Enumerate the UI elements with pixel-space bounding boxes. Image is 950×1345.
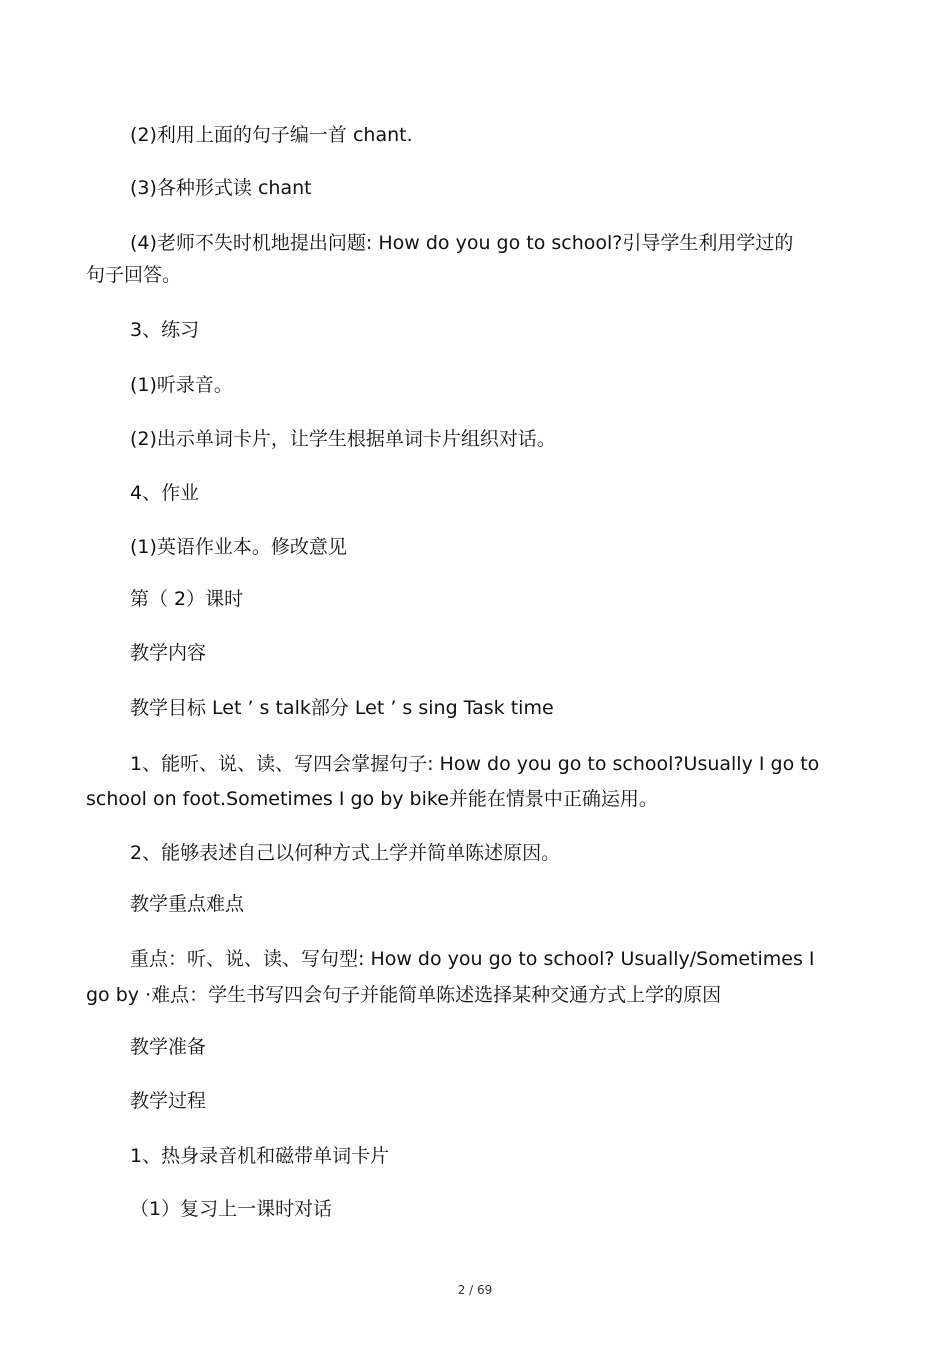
heading-teaching-process: 教学过程 xyxy=(130,1090,207,1112)
heading-key-points: 教学重点难点 xyxy=(130,893,245,915)
heading-preparation: 教学准备 xyxy=(130,1036,207,1058)
paragraph-teaching-goals: 教学目标 Let ’ s talk部分 Let ’ s sing Task time xyxy=(130,697,554,719)
paragraph-read-chant: (3)各种形式读 chant xyxy=(130,177,312,199)
paragraph-listen-recording: (1)听录音。 xyxy=(130,374,233,396)
paragraph-goal-1-cont: school on foot.Sometimes I go by bike并能在情景中正确运用。 xyxy=(86,788,658,810)
paragraph-key-points-cont: go by ·难点：学生书写四会句子并能简单陈述选择某种交通方式上学的原因 xyxy=(86,984,722,1006)
heading-lesson-2: 第（ 2）课时 xyxy=(130,588,244,610)
paragraph-warm-up: 1、热身录音机和磁带单词卡片 xyxy=(130,1145,390,1167)
heading-homework: 4、作业 xyxy=(130,482,200,504)
paragraph-goal-2: 2、能够表述自己以何种方式上学并简单陈述原因。 xyxy=(130,842,561,864)
paragraph-workbook: (1)英语作业本。修改意见 xyxy=(130,536,347,558)
heading-practice: 3、练习 xyxy=(130,319,200,341)
paragraph-make-chant: (2)利用上面的句子编一首 chant. xyxy=(130,124,413,146)
paragraph-goal-1: 1、能听、说、读、写四会掌握句子: How do you go to school?Usually I go to xyxy=(130,753,820,775)
paragraph-teacher-question: (4)老师不失时机地提出问题: How do you go to school?引导学生利用学过的 xyxy=(130,232,794,254)
paragraph-word-cards: (2)出示单词卡片，让学生根据单词卡片组织对话。 xyxy=(130,428,556,450)
paragraph-teacher-question-cont: 句子回答。 xyxy=(86,264,182,286)
page-number: 2 / 69 xyxy=(457,1283,493,1297)
paragraph-key-points: 重点：听、说、读、写句型: How do you go to school? Usually/Sometimes I xyxy=(130,948,815,970)
heading-teaching-content: 教学内容 xyxy=(130,642,207,664)
paragraph-review-dialogue: （1）复习上一课时对话 xyxy=(130,1198,333,1220)
